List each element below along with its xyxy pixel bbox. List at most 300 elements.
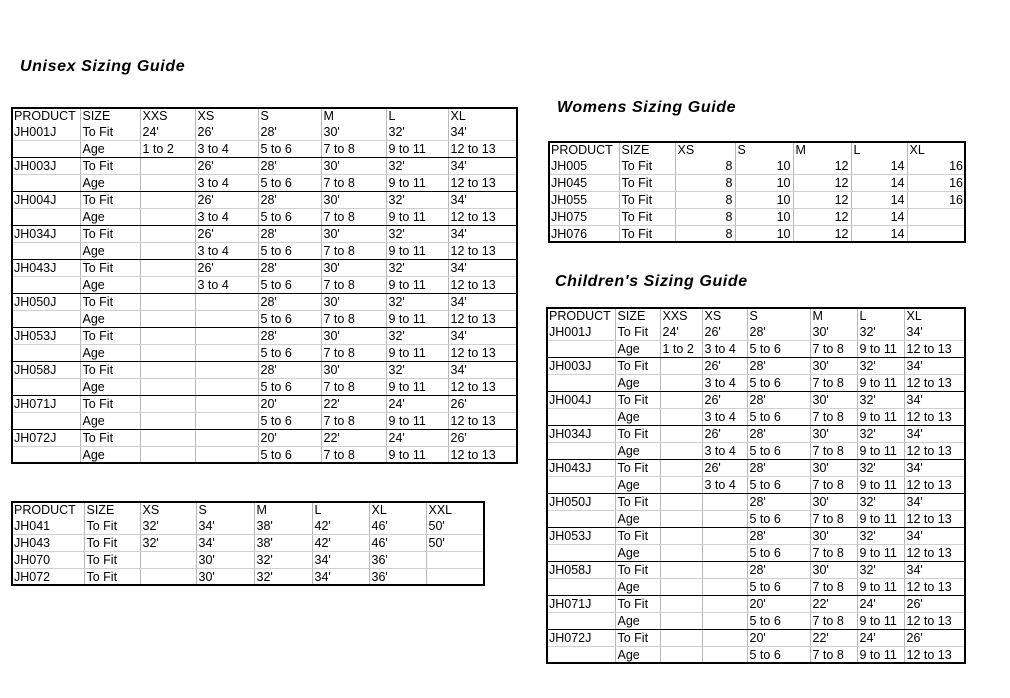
table-cell bbox=[660, 358, 702, 375]
table-cell bbox=[660, 630, 702, 647]
table-cell bbox=[660, 562, 702, 579]
table-cell: 12 to 13 bbox=[904, 443, 965, 460]
table-cell: 42' bbox=[312, 518, 369, 535]
table-cell: 9 to 11 bbox=[857, 443, 904, 460]
table-cell bbox=[547, 613, 615, 630]
table-cell bbox=[702, 528, 747, 545]
table-cell: 32' bbox=[386, 124, 448, 141]
table-cell: JH072J bbox=[547, 630, 615, 647]
table-cell: To Fit bbox=[615, 392, 660, 409]
header-row bbox=[549, 142, 965, 158]
table-cell: 1 to 2 bbox=[140, 141, 195, 158]
table-row bbox=[12, 396, 517, 413]
table-cell: 26' bbox=[195, 158, 258, 175]
table-cell bbox=[660, 392, 702, 409]
table-cell: 10 bbox=[735, 158, 793, 175]
table-cell: JH050J bbox=[547, 494, 615, 511]
table-cell bbox=[547, 511, 615, 528]
table-cell: 30' bbox=[810, 494, 857, 511]
table-cell: 30' bbox=[321, 158, 386, 175]
table-cell: 12 to 13 bbox=[904, 477, 965, 494]
table-cell bbox=[547, 409, 615, 426]
table-cell: 32' bbox=[386, 328, 448, 345]
table-cell: JH058J bbox=[12, 362, 80, 379]
table-cell: 5 to 6 bbox=[258, 141, 321, 158]
table-cell: 30' bbox=[196, 569, 254, 586]
table-row bbox=[547, 511, 965, 528]
table-cell bbox=[140, 209, 195, 226]
table-cell: 9 to 11 bbox=[386, 209, 448, 226]
table-cell: 34' bbox=[448, 124, 517, 141]
table-cell: 14 bbox=[851, 226, 907, 243]
table-cell: 34' bbox=[448, 260, 517, 277]
table-cell: 10 bbox=[735, 209, 793, 226]
table-cell: 26' bbox=[702, 460, 747, 477]
table-cell: JH058J bbox=[547, 562, 615, 579]
table-cell: 26' bbox=[195, 260, 258, 277]
table-row bbox=[12, 413, 517, 430]
table-cell bbox=[702, 545, 747, 562]
table-cell: 24' bbox=[660, 324, 702, 341]
table-cell: 14 bbox=[851, 158, 907, 175]
table-cell: 5 to 6 bbox=[258, 311, 321, 328]
table-cell: 24' bbox=[857, 630, 904, 647]
table-cell: 8 bbox=[675, 192, 735, 209]
table-row bbox=[12, 362, 517, 379]
table-cell: To Fit bbox=[619, 192, 675, 209]
table-cell: 7 to 8 bbox=[321, 447, 386, 464]
table-cell: 7 to 8 bbox=[321, 311, 386, 328]
table-cell: 5 to 6 bbox=[258, 345, 321, 362]
table-cell: 34' bbox=[904, 494, 965, 511]
table-cell: 32' bbox=[857, 324, 904, 341]
table-cell: 26' bbox=[448, 430, 517, 447]
table-cell: 30' bbox=[810, 426, 857, 443]
table-cell: 30' bbox=[321, 124, 386, 141]
table-cell: 9 to 11 bbox=[386, 277, 448, 294]
table-cell: 38' bbox=[254, 518, 312, 535]
table-cell: 30' bbox=[810, 324, 857, 341]
table-cell: 34' bbox=[904, 562, 965, 579]
table-cell: 32' bbox=[386, 294, 448, 311]
table-cell: 30' bbox=[321, 328, 386, 345]
table-cell: 12 bbox=[793, 175, 851, 192]
table-cell: Age bbox=[80, 413, 140, 430]
table-cell: JH053J bbox=[547, 528, 615, 545]
table-cell bbox=[12, 243, 80, 260]
table-cell: JH075 bbox=[549, 209, 619, 226]
table-cell: 5 to 6 bbox=[258, 243, 321, 260]
table-cell bbox=[140, 430, 195, 447]
table-cell: 12 to 13 bbox=[904, 613, 965, 630]
table-row bbox=[12, 158, 517, 175]
column-header: PRODUCT bbox=[12, 108, 80, 124]
table-row bbox=[12, 260, 517, 277]
table-cell: 22' bbox=[321, 396, 386, 413]
table-row bbox=[549, 226, 965, 243]
table-cell bbox=[140, 362, 195, 379]
table-cell: 9 to 11 bbox=[857, 409, 904, 426]
table-cell: 9 to 11 bbox=[386, 345, 448, 362]
table-cell bbox=[660, 477, 702, 494]
table-cell bbox=[140, 328, 195, 345]
table-cell: 12 to 13 bbox=[904, 545, 965, 562]
table-cell: Age bbox=[615, 409, 660, 426]
table-cell: 5 to 6 bbox=[747, 409, 810, 426]
table-cell: 30' bbox=[321, 260, 386, 277]
table-cell: 30' bbox=[810, 460, 857, 477]
table-cell: Age bbox=[80, 447, 140, 464]
table-cell: 34' bbox=[448, 192, 517, 209]
table-cell: 28' bbox=[747, 392, 810, 409]
column-header: XS bbox=[140, 502, 196, 518]
table-cell bbox=[426, 569, 484, 586]
table-cell: 12 to 13 bbox=[448, 175, 517, 192]
table-cell: 46' bbox=[369, 518, 426, 535]
table-row bbox=[12, 124, 517, 141]
column-header: XL bbox=[909, 143, 925, 157]
table-cell: 28' bbox=[258, 294, 321, 311]
table-cell: 12 to 13 bbox=[448, 379, 517, 396]
table-cell bbox=[660, 511, 702, 528]
table-cell: 34' bbox=[904, 426, 965, 443]
table-cell bbox=[12, 379, 80, 396]
table-cell: 50' bbox=[426, 518, 484, 535]
table-cell: To Fit bbox=[80, 192, 140, 209]
table-cell: 30' bbox=[810, 358, 857, 375]
table-cell: 7 to 8 bbox=[810, 477, 857, 494]
table-cell bbox=[140, 345, 195, 362]
table-cell bbox=[195, 345, 258, 362]
table-cell: 34' bbox=[904, 528, 965, 545]
table-cell: 30' bbox=[810, 528, 857, 545]
table-cell: 3 to 4 bbox=[195, 209, 258, 226]
table-cell bbox=[907, 209, 965, 226]
table-cell: 5 to 6 bbox=[747, 579, 810, 596]
table-cell: 26' bbox=[702, 324, 747, 341]
table-cell: To Fit bbox=[80, 124, 140, 141]
table-cell: To Fit bbox=[615, 494, 660, 511]
table-cell: JH041 bbox=[12, 518, 84, 535]
table-row bbox=[12, 277, 517, 294]
table-row bbox=[547, 375, 965, 392]
table-cell: 34' bbox=[312, 569, 369, 586]
table-row bbox=[12, 294, 517, 311]
table-cell: 12 to 13 bbox=[448, 277, 517, 294]
adult-sizing-table bbox=[12, 502, 484, 585]
table-cell: 14 bbox=[851, 192, 907, 209]
table-cell: 5 to 6 bbox=[747, 613, 810, 630]
table-cell: 7 to 8 bbox=[810, 545, 857, 562]
table-cell bbox=[140, 192, 195, 209]
table-cell: JH053J bbox=[12, 328, 80, 345]
table-cell: 9 to 11 bbox=[386, 175, 448, 192]
table-cell bbox=[547, 545, 615, 562]
table-cell: JH071J bbox=[12, 396, 80, 413]
table-cell: JH072J bbox=[12, 430, 80, 447]
table-cell: Age bbox=[615, 545, 660, 562]
column-header: SIZE bbox=[615, 308, 660, 324]
table-cell: 5 to 6 bbox=[747, 647, 810, 664]
table-cell: 16 bbox=[907, 158, 965, 175]
table-row bbox=[547, 630, 965, 647]
table-cell: 9 to 11 bbox=[857, 477, 904, 494]
table-cell: To Fit bbox=[619, 226, 675, 243]
table-cell: 12 to 13 bbox=[448, 243, 517, 260]
table-cell bbox=[547, 341, 615, 358]
table-cell: 7 to 8 bbox=[321, 277, 386, 294]
table-cell bbox=[702, 630, 747, 647]
table-cell: 12 to 13 bbox=[448, 345, 517, 362]
table-cell bbox=[702, 596, 747, 613]
table-cell bbox=[195, 328, 258, 345]
table-cell: 28' bbox=[258, 362, 321, 379]
table-cell: JH034J bbox=[547, 426, 615, 443]
table-cell bbox=[660, 494, 702, 511]
table-cell bbox=[660, 528, 702, 545]
table-cell: 32' bbox=[857, 528, 904, 545]
table-cell: JH045 bbox=[549, 175, 619, 192]
table-cell: Age bbox=[615, 375, 660, 392]
table-cell: JH001J bbox=[547, 324, 615, 341]
column-header: SIZE bbox=[619, 142, 675, 158]
table-cell: To Fit bbox=[80, 362, 140, 379]
table-cell: To Fit bbox=[80, 158, 140, 175]
table-cell: 32' bbox=[254, 552, 312, 569]
table-cell: 26' bbox=[702, 426, 747, 443]
table-cell: 7 to 8 bbox=[810, 613, 857, 630]
table-cell bbox=[140, 569, 196, 586]
column-header: S bbox=[196, 502, 254, 518]
table-cell: 5 to 6 bbox=[258, 413, 321, 430]
table-cell: JH043 bbox=[12, 535, 84, 552]
table-cell: To Fit bbox=[80, 226, 140, 243]
table-row bbox=[547, 392, 965, 409]
column-header: XS bbox=[675, 142, 735, 158]
table-row bbox=[547, 426, 965, 443]
table-cell bbox=[660, 426, 702, 443]
table-cell: Age bbox=[615, 443, 660, 460]
table-cell: 50' bbox=[426, 535, 484, 552]
table-cell: 32' bbox=[254, 569, 312, 586]
table-cell: 28' bbox=[747, 426, 810, 443]
table-cell: 32' bbox=[386, 362, 448, 379]
table-cell: To Fit bbox=[615, 630, 660, 647]
table-row bbox=[547, 477, 965, 494]
table-cell: 12 bbox=[793, 209, 851, 226]
column-header: L bbox=[312, 502, 369, 518]
unisex-sizing-table bbox=[12, 108, 517, 463]
column-header: L bbox=[857, 308, 904, 324]
table-cell: Age bbox=[80, 209, 140, 226]
table-cell: 34' bbox=[448, 294, 517, 311]
table-cell: 34' bbox=[312, 552, 369, 569]
table-cell: 7 to 8 bbox=[321, 345, 386, 362]
table-cell: 5 to 6 bbox=[258, 447, 321, 464]
table-cell: 3 to 4 bbox=[702, 375, 747, 392]
table-cell: JH001J bbox=[12, 124, 80, 141]
table-cell: 24' bbox=[386, 396, 448, 413]
table-cell: 14 bbox=[851, 175, 907, 192]
table-cell bbox=[660, 460, 702, 477]
table-cell: Age bbox=[80, 345, 140, 362]
table-cell: 32' bbox=[857, 358, 904, 375]
table-cell: 5 to 6 bbox=[258, 277, 321, 294]
table-row bbox=[12, 311, 517, 328]
table-cell: 42' bbox=[312, 535, 369, 552]
table-cell: To Fit bbox=[80, 260, 140, 277]
table-row bbox=[12, 535, 484, 552]
table-cell bbox=[547, 477, 615, 494]
table-cell: JH003J bbox=[12, 158, 80, 175]
table-cell: 9 to 11 bbox=[857, 613, 904, 630]
table-row bbox=[547, 647, 965, 664]
table-cell: 32' bbox=[857, 392, 904, 409]
table-cell: To Fit bbox=[619, 175, 675, 192]
table-cell: 20' bbox=[258, 396, 321, 413]
table-row bbox=[547, 579, 965, 596]
table-cell: 28' bbox=[747, 324, 810, 341]
table-cell: 9 to 11 bbox=[857, 511, 904, 528]
column-header: M bbox=[793, 142, 851, 158]
table-cell: Age bbox=[615, 511, 660, 528]
table-cell bbox=[660, 375, 702, 392]
column-header: XXL bbox=[428, 503, 453, 517]
table-cell bbox=[702, 647, 747, 664]
table-cell: 32' bbox=[386, 260, 448, 277]
table-cell bbox=[702, 562, 747, 579]
table-cell bbox=[12, 311, 80, 328]
table-cell bbox=[140, 175, 195, 192]
table-row bbox=[549, 175, 965, 192]
table-cell: 26' bbox=[904, 630, 965, 647]
column-header: XS bbox=[195, 108, 258, 124]
header-row bbox=[12, 108, 517, 124]
table-cell: 10 bbox=[735, 192, 793, 209]
table-cell: 34' bbox=[904, 358, 965, 375]
table-cell: JH072 bbox=[12, 569, 84, 586]
table-cell: 8 bbox=[675, 209, 735, 226]
table-cell bbox=[547, 647, 615, 664]
table-cell bbox=[702, 511, 747, 528]
womens-title: Womens Sizing Guide bbox=[557, 99, 737, 116]
table-cell: To Fit bbox=[84, 535, 140, 552]
table-cell: 20' bbox=[747, 596, 810, 613]
table-cell: 12 to 13 bbox=[450, 448, 496, 462]
table-cell: Age bbox=[615, 647, 660, 664]
table-cell: 12 to 13 bbox=[904, 511, 965, 528]
table-cell: 16 bbox=[907, 192, 965, 209]
table-cell: 5 to 6 bbox=[747, 443, 810, 460]
table-cell: 34' bbox=[196, 518, 254, 535]
table-cell: 9 to 11 bbox=[857, 579, 904, 596]
table-cell: 28' bbox=[258, 158, 321, 175]
table-cell: 24' bbox=[140, 124, 195, 141]
column-header: S bbox=[735, 142, 793, 158]
table-cell bbox=[140, 243, 195, 260]
table-cell: 32' bbox=[386, 158, 448, 175]
table-cell: JH003J bbox=[547, 358, 615, 375]
table-row bbox=[12, 569, 484, 586]
table-row bbox=[12, 379, 517, 396]
table-cell: 34' bbox=[904, 460, 965, 477]
table-cell: 12 bbox=[793, 192, 851, 209]
table-cell bbox=[12, 209, 80, 226]
table-cell: 28' bbox=[258, 226, 321, 243]
table-cell: 5 to 6 bbox=[258, 175, 321, 192]
column-header: PRODUCT bbox=[549, 142, 619, 158]
table-cell: 26' bbox=[702, 392, 747, 409]
table-cell: 30' bbox=[321, 226, 386, 243]
table-cell bbox=[12, 447, 80, 464]
table-row bbox=[12, 518, 484, 535]
table-cell: Age bbox=[80, 379, 140, 396]
table-cell bbox=[140, 158, 195, 175]
column-header: PRODUCT bbox=[12, 502, 84, 518]
table-cell: 5 to 6 bbox=[747, 545, 810, 562]
table-cell: 26' bbox=[904, 596, 965, 613]
table-cell: 32' bbox=[857, 494, 904, 511]
table-row bbox=[547, 613, 965, 630]
table-cell: 7 to 8 bbox=[810, 409, 857, 426]
table-cell bbox=[702, 613, 747, 630]
womens-sizing-table bbox=[549, 142, 965, 242]
table-cell: 12 to 13 bbox=[448, 413, 517, 430]
table-cell: 28' bbox=[747, 358, 810, 375]
table-cell bbox=[140, 552, 196, 569]
table-cell bbox=[12, 277, 80, 294]
table-cell: 34' bbox=[448, 226, 517, 243]
table-cell bbox=[702, 494, 747, 511]
column-header: XL bbox=[369, 502, 426, 518]
table-cell: To Fit bbox=[84, 552, 140, 569]
table-cell: 3 to 4 bbox=[702, 477, 747, 494]
table-cell: 12 bbox=[793, 226, 851, 243]
table-cell: 34' bbox=[448, 328, 517, 345]
column-header: XXS bbox=[660, 308, 702, 324]
table-cell: 10 bbox=[735, 226, 793, 243]
table-cell: 3 to 4 bbox=[195, 141, 258, 158]
table-cell bbox=[12, 175, 80, 192]
table-row bbox=[12, 345, 517, 362]
table-row bbox=[12, 430, 517, 447]
table-cell: 7 to 8 bbox=[810, 511, 857, 528]
table-row bbox=[549, 209, 965, 226]
table-cell: 22' bbox=[810, 630, 857, 647]
table-cell: 5 to 6 bbox=[747, 511, 810, 528]
table-cell: 3 to 4 bbox=[702, 443, 747, 460]
table-cell: To Fit bbox=[615, 426, 660, 443]
table-cell: 8 bbox=[675, 158, 735, 175]
table-cell: 32' bbox=[386, 226, 448, 243]
table-cell: 5 to 6 bbox=[258, 209, 321, 226]
table-row bbox=[12, 243, 517, 260]
table-cell: 14 bbox=[851, 209, 907, 226]
table-row bbox=[547, 596, 965, 613]
table-cell: 30' bbox=[810, 392, 857, 409]
table-cell: 46' bbox=[369, 535, 426, 552]
table-cell: 3 to 4 bbox=[702, 341, 747, 358]
table-cell bbox=[12, 413, 80, 430]
table-cell bbox=[547, 443, 615, 460]
table-cell: To Fit bbox=[84, 569, 140, 586]
table-cell bbox=[140, 277, 195, 294]
table-row bbox=[547, 545, 965, 562]
table-cell: 7 to 8 bbox=[321, 141, 386, 158]
table-cell: JH004J bbox=[547, 392, 615, 409]
table-cell: 34' bbox=[904, 324, 965, 341]
table-cell: 9 to 11 bbox=[857, 375, 904, 392]
